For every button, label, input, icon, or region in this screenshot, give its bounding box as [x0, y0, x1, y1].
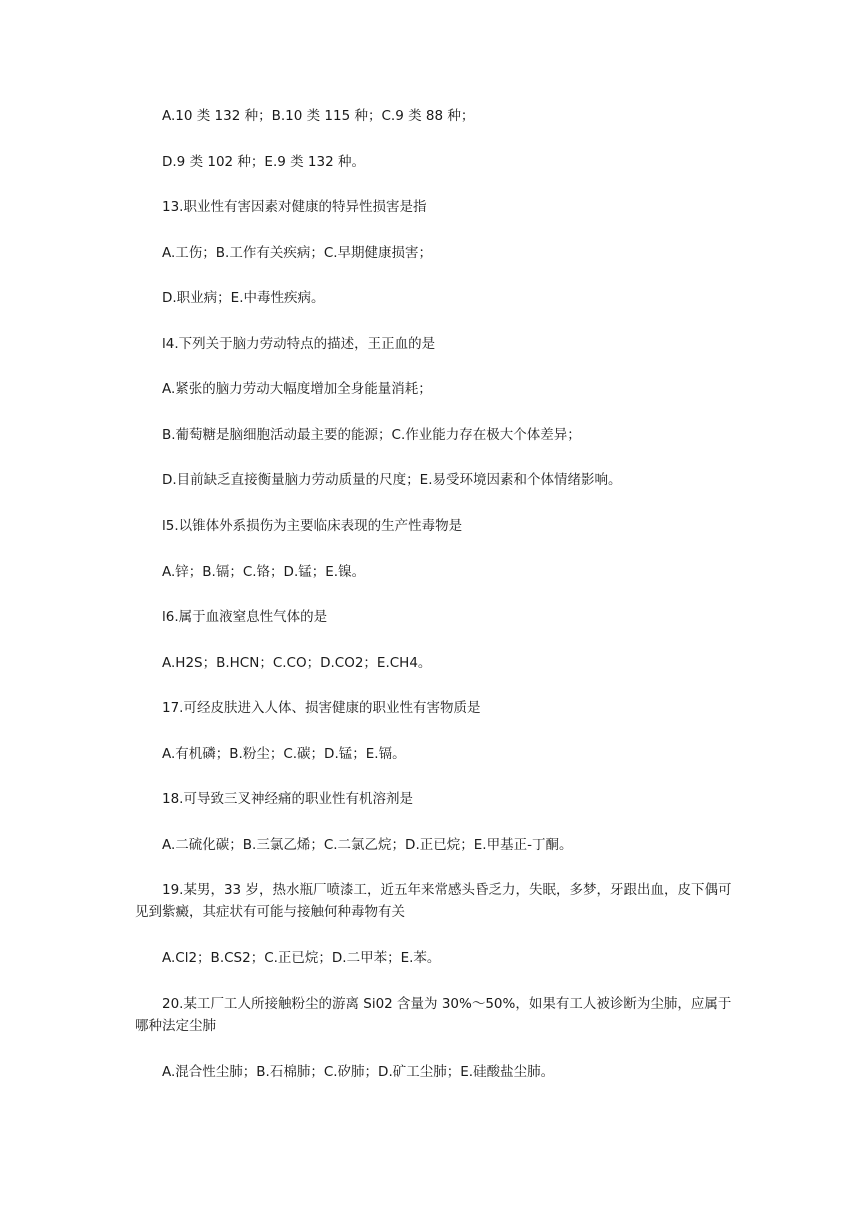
question-14: l4.下列关于脑力劳动特点的描述，王正血的是 [162, 336, 436, 352]
q13-options-line-2: D.职业病；E.中毒性疾病。 [162, 290, 325, 306]
question-17: 17.可经皮肤进入人体、损害健康的职业性有害物质是 [162, 700, 481, 716]
question-18: 18.可导致三叉神经痛的职业性有机溶剂是 [162, 791, 413, 807]
q15-options: A.锌；B.镉；C.铬；D.锰；E.镍。 [162, 564, 366, 580]
q12-options-line-1: A.10 类 132 种；B.10 类 115 种；C.9 类 88 种； [162, 108, 475, 124]
q18-options: A.二硫化碳；B.三氯乙烯；C.二氯乙烷；D.正已烷；E.甲基正-丁酮。 [162, 837, 573, 853]
question-16: l6.属于血液窒息性气体的是 [162, 609, 328, 625]
question-20: 20.某工厂工人所接触粉尘的游离 Si02 含量为 30%～50%，如果有工人被诊断为尘肺，应属于哪种法定尘肺 [135, 996, 732, 1034]
q17-options: A.有机磷；B.粉尘；C.碳；D.锰；E.镉。 [162, 746, 406, 762]
q16-options: A.H2S；B.HCN；C.CO；D.CO2；E.CH4。 [162, 655, 432, 671]
q14-options-line-1: A.紧张的脑力劳动大幅度增加全身能量消耗； [162, 381, 432, 397]
q14-options-line-3: D.目前缺乏直接衡量脑力劳动质量的尺度；E.易受环境因素和个体情绪影响。 [162, 472, 622, 488]
question-19: 19.某男，33 岁，热水瓶厂喷漆工，近五年来常感头昏乏力，失眠，多梦，牙跟出血，皮下偶可见到紫癜，其症状有可能与接触何种毒物有关 [135, 882, 732, 920]
question-15: l5.以锥体外系损伤为主要临床表现的生产性毒物是 [162, 518, 463, 534]
question-13: 13.职业性有害因素对健康的特异性损害是指 [162, 199, 427, 215]
q20-options: A.混合性尘肺；B.石棉肺；C.矽肺；D.矿工尘肺；E.硅酸盐尘肺。 [162, 1064, 555, 1080]
q12-options-line-2: D.9 类 102 种；E.9 类 132 种。 [162, 154, 365, 170]
q13-options-line-1: A.工伤；B.工作有关疾病；C.早期健康损害； [162, 245, 433, 261]
q19-options: A.Cl2；B.CS2；C.正已烷；D.二甲苯；E.苯。 [162, 950, 441, 966]
q14-options-line-2: B.葡萄糖是脑细胞活动最主要的能源；C.作业能力存在极大个体差异； [162, 427, 581, 443]
